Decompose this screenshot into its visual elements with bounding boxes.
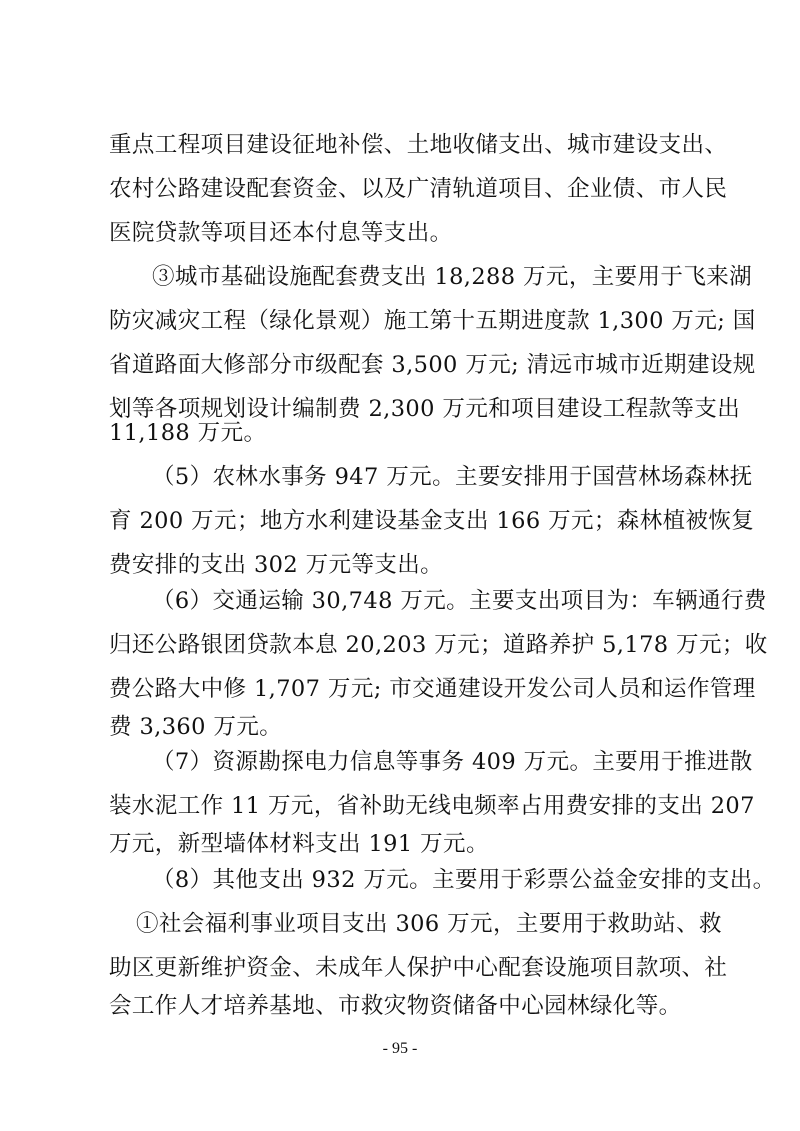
paragraph-start: （6）交通运输 30,748 万元。主要支出项目为：车辆通行费 [152,588,767,614]
text-line: 11,188 万元。 [109,420,267,446]
text-line: 农村公路建设配套资金、以及广清轨道项目、企业债、市人民 [109,176,728,202]
paragraph-start: （8）其他支出 932 万元。主要用于彩票公益金安排的支出。 [152,867,776,893]
text-line: 费公路大中修 1,707 万元; 市交通建设开发公司人员和运作管理 [109,676,756,702]
text-line: 育 200 万元；地方水利建设基金支出 166 万元；森林植被恢复 [109,508,755,534]
paragraph-start: ③城市基础设施配套费支出 18,288 万元，主要用于飞来湖 [152,264,753,290]
paragraph-start: ①社会福利事业项目支出 306 万元，主要用于救助站、救 [136,911,722,937]
text-line: 归还公路银团贷款本息 20,203 万元；道路养护 5,178 万元；收 [109,632,768,658]
text-line: 装水泥工作 11 万元，省补助无线电频率占用费安排的支出 207 [109,793,755,819]
text-line: 划等各项规划设计编制费 2,300 万元和项目建设工程款等支出 [109,396,741,422]
text-line: 重点工程项目建设征地补偿、土地收储支出、城市建设支出、 [109,132,728,158]
text-line: 医院贷款等项目还本付息等支出。 [109,220,453,246]
text-line: 会工作人才培养基地、市救灾物资储备中心园林绿化等。 [109,993,682,1019]
paragraph-start: （7）资源勘探电力信息等事务 409 万元。主要用于推进散 [152,749,753,775]
text-line: 费 3,360 万元。 [109,714,283,740]
text-line: 防灾减灾工程（绿化景观）施工第十五期进度款 1,300 万元; 国 [109,308,756,334]
text-line: 助区更新维护资金、未成年人保护中心配套设施项目款项、社 [109,955,728,981]
page-number: - 95 - [382,1040,418,1057]
text-line: 费安排的支出 302 万元等支出。 [109,552,444,578]
text-line: 省道路面大修部分市级配套 3,500 万元; 清远市城市近期建设规 [109,352,756,378]
paragraph-start: （5）农林水事务 947 万元。主要安排用于国营林场森林抚 [152,464,753,490]
text-line: 万元，新型墙体材料支出 191 万元。 [109,831,489,857]
